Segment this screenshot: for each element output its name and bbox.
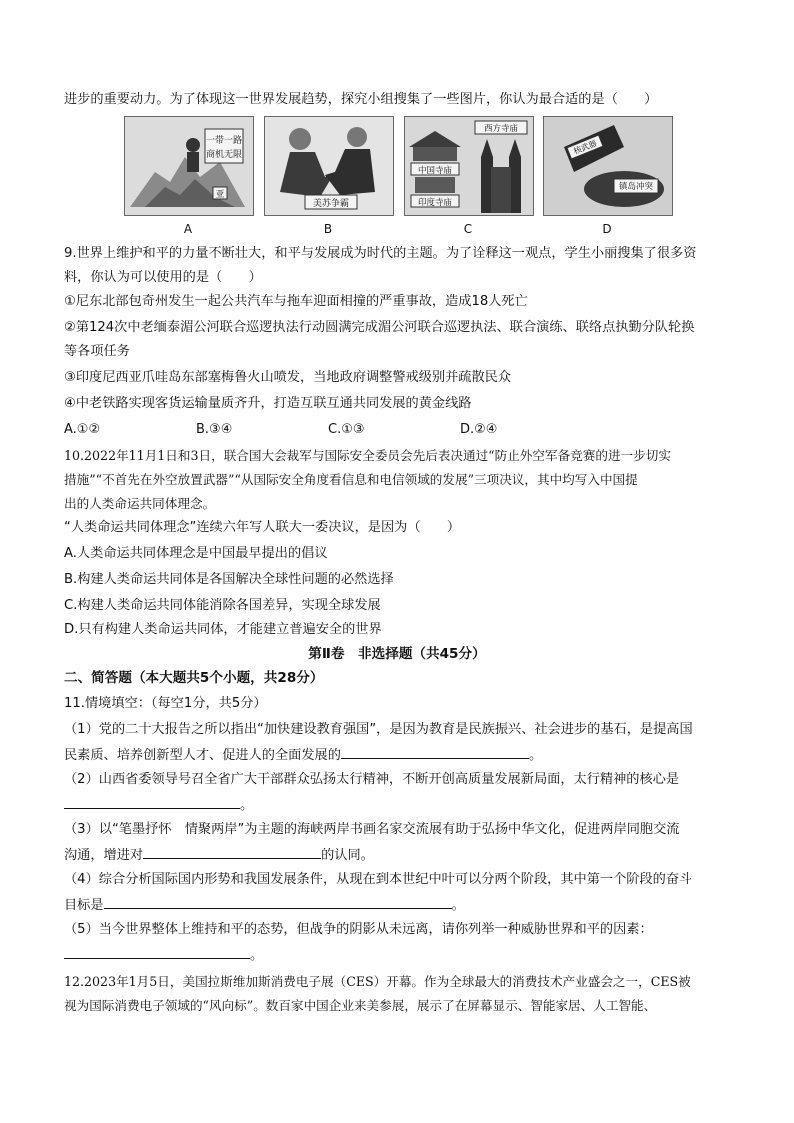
q9-options — [64, 420, 592, 440]
q9-option-c: C.①③ — [328, 422, 365, 437]
q11-part-2a: （2）山西省委领导号召全省广大干部群众弘扬太行精神，不断开创高质量发展新局面，太行精神的核心是 — [64, 772, 680, 787]
q11-part-4b — [64, 894, 754, 916]
q11-stem: 11.情境填空：（每空1分，共5分） — [64, 696, 267, 711]
q9-item-2a: ②第124次中老缅泰湄公河联合巡逻执法行动圆满完成湄公河联合巡逻执法、联合演练、联络点执勤分队轮换 — [64, 320, 695, 335]
q8-image-c-label: C — [463, 222, 473, 236]
q12-stem-1: 12.2023年1月5日，美国拉斯维加斯消费电子展（CES）开幕。作为全球最大的消费技术产业盛会之一，CES被 — [64, 974, 691, 989]
q8-image-b-caption: 美苏争霸 — [312, 199, 350, 209]
q11-blank-4[interactable] — [104, 894, 452, 909]
q9-option-a: A.①② — [64, 422, 101, 437]
section-2-title: 第Ⅱ卷 非选择题（共45分） — [308, 646, 486, 662]
q8-image-b-label: B — [323, 222, 333, 236]
q9-stem-2: 料，你认为可以使用的是（ ） — [64, 270, 262, 285]
q8-image-a-tag: 亚 — [215, 190, 225, 200]
q8-image-d — [543, 116, 673, 216]
section-2-heading: 二、简答题（本大题共5个小题，共28分） — [64, 670, 324, 686]
q11-blank-1[interactable] — [341, 744, 529, 759]
q11-period-5: 。 — [250, 948, 264, 963]
q10-option-a: A.人类命运共同体理念是中国最早提出的倡议 — [64, 546, 328, 561]
q10-stem-1: 10.2022年11月1日和3日，联合国大会裁军与国际安全委员会先后表决通过“防止外空军备竞赛的进一步切实 — [64, 448, 671, 463]
q12-stem-2: 视为国际消费电子领域的“风向标”。数百家中国企业来美参展，展示了在屏幕显示、智能家居、人工智能、 — [64, 998, 657, 1013]
q11-blank-3[interactable] — [143, 844, 321, 859]
q9-stem-1: 9.世界上维护和平的力量不断壮大，和平与发展成为时代的主题。为了诠释这一观点，学生小丽搜集了很多资 — [64, 246, 697, 261]
q8-image-a-label: A — [183, 222, 193, 236]
q11-part-2b — [64, 794, 754, 816]
q8-image-a-caption-1: 一带一路 — [205, 136, 243, 146]
q11-period-1: 。 — [528, 748, 543, 763]
q11-part-1b-text: 民素质、培养创新型人才、促进人的全面发展的 — [64, 748, 341, 763]
q11-part-5a: （5）当今世界整体上维持和平的态势，但战争的阴影从未远离，请你列举一种威胁世界和平的因素： — [64, 922, 653, 937]
q11-part-3b-pre: 沟通，增进对 — [64, 848, 144, 863]
q8-image-c-caption-1: 西方寺庙 — [483, 124, 519, 134]
q9-item-1: ①尼东北部包奇州发生一起公共汽车与拖车迎面相撞的严重事故，造成18人死亡 — [64, 294, 528, 309]
q8-image-c — [404, 116, 534, 216]
q8-image-d-label: D — [602, 222, 612, 236]
q9-item-4: ④中老铁路实现客货运输量质齐升，打造互联互通共同发展的黄金线路 — [64, 396, 472, 411]
q11-part-3b — [64, 844, 754, 866]
q9-item-2b: 等各项任务 — [64, 344, 130, 359]
q9-option-b: B.③④ — [196, 422, 233, 437]
q10-option-c: C.构建人类命运共同体能消除各国差异，实现全球发展 — [64, 598, 381, 613]
q9-option-d: D.②④ — [460, 422, 498, 437]
q11-period-4: 。 — [451, 898, 465, 913]
q8-stem-tail: 进步的重要动力。为了体现这一世界发展趋势，探究小组搜集了一些图片，你认为最合适的是（ ） — [64, 92, 658, 107]
q8-image-a — [124, 116, 254, 216]
q8-image-a-caption-2: 商机无限 — [205, 150, 243, 160]
q11-part-3a: （3）以“笔墨抒怀 情聚两岸”为主题的海峡两岸书画名家交流展有助于弘扬中华文化，促进两岸同胞交流 — [64, 822, 680, 837]
q10-option-d: D.只有构建人类命运共同体，才能建立普遍安全的世界 — [64, 622, 382, 637]
q11-part-5b — [64, 944, 754, 966]
q10-stem-2: 措施”“不首先在外空放置武器”“从国际安全角度看信息和电信领域的发展”三项决议，其中均写入中国提 — [64, 472, 638, 487]
q11-period-2: 。 — [240, 798, 254, 813]
q11-part-1a: （1）党的二十大报告之所以指出“加快建设教育强国”，是因为教育是民族振兴、社会进步的基石，是提高国 — [64, 722, 693, 737]
q11-blank-2[interactable] — [64, 794, 240, 809]
q10-stem-3: 出的人类命运共同体理念。 — [64, 496, 216, 511]
q8-image-c-caption-2: 中国寺庙 — [417, 166, 453, 176]
q8-image-d-caption-2: 镇岛冲突 — [618, 182, 654, 192]
q8-image-b — [264, 116, 394, 216]
q10-question: “人类命运共同体理念”连续六年写人联大一委决议，是因为（ ） — [64, 520, 461, 535]
q11-part-1b — [64, 744, 754, 766]
q8-image-c-caption-3: 印度寺庙 — [417, 198, 453, 208]
q11-part-4b-text: 目标是 — [64, 898, 104, 913]
q11-blank-5[interactable] — [64, 944, 250, 959]
q8-image-d-caption-1: 核武器 — [572, 138, 598, 157]
q11-part-3b-post: 的认同。 — [321, 848, 374, 863]
q11-part-4a: （4）综合分析国际国内形势和我国发展条件，从现在到本世纪中叶可以分两个阶段，其中第一个阶段的奋斗 — [64, 872, 693, 887]
q9-item-3: ③印度尼西亚爪哇岛东部塞梅鲁火山喷发，当地政府调整警戒级别并疏散民众 — [64, 370, 512, 385]
q10-option-b: B.构建人类命运共同体是各国解决全球性问题的必然选择 — [64, 572, 394, 587]
